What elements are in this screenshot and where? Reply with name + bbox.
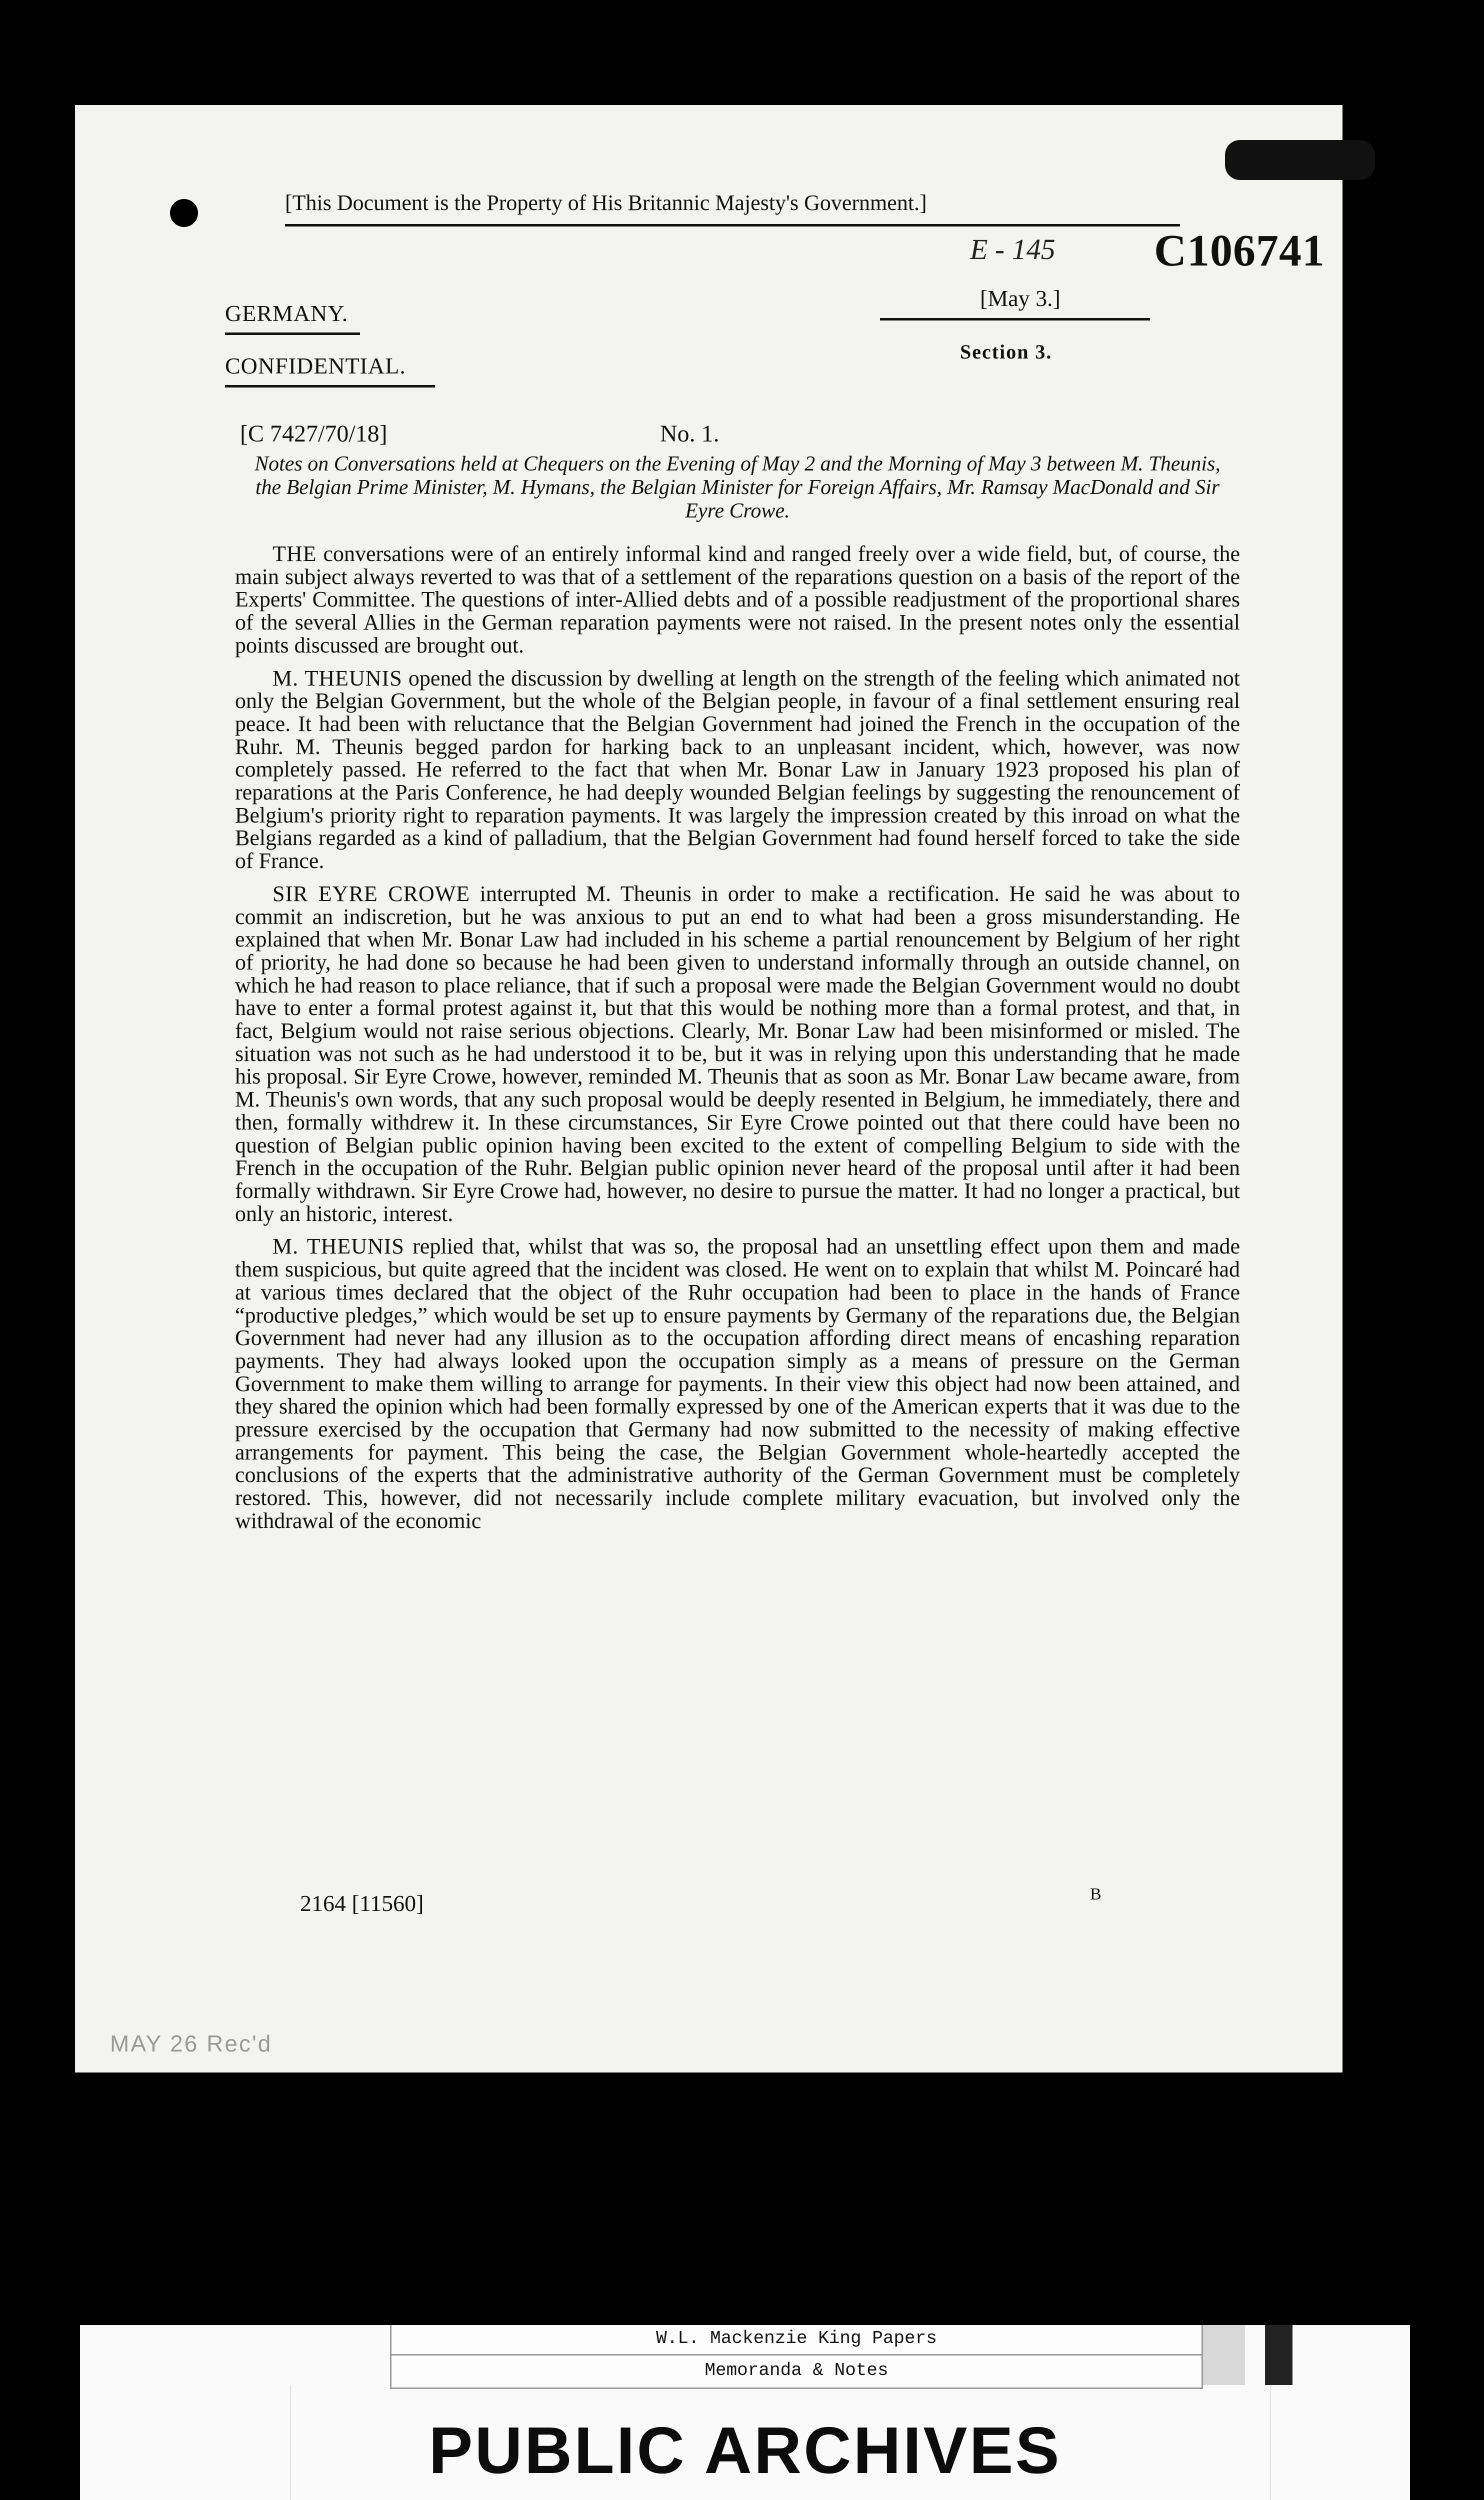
paragraph [235, 1235, 1240, 1532]
paragraph-lead: THE [272, 542, 317, 566]
paragraph-text: opened the discussion by dwelling at length on the strength of the feeling which animated not only the Belgian Government, but the whole of the Belgian people, in favour of a final settlement ensuring real peace. It had been with reluctance that the Belgian Government had joined the French in the occupation of the Ruhr. M. Theunis begged pardon for harking back to an unpleasant incident, which, however, was now completely passed. He referred to the fact that when Mr. Bonar Law in January 1923 proposed his plan of reparations at the Paris Conference, he had deeply wounded Belgian feelings by suggesting the renouncement of Belgium's priority right to reparation payments. It was largely the impression created by this inroad on what the Belgians regarded as a kind of palladium, that the Belgian Government had found herself forced to take the side of France. [235, 666, 1240, 874]
card-tab [1265, 2325, 1292, 2385]
property-notice: [This Document is the Property of His Britannic Majesty's Government.] [285, 190, 927, 215]
document-subtitle: Notes on Conversations held at Chequers on the Evening of May 2 and the Morning of May 3 between M. Theunis, the Belgian Prime Minister, M. Hymans, the Belgian Minister for Foreign Affairs, Mr. Ramsay MacDonald and Sir Eyre Crowe. [254, 452, 1220, 522]
redaction-mark [1225, 140, 1375, 180]
paragraph [235, 542, 1240, 657]
paragraph-text: replied that, whilst that was so, the proposal had an unsettling effect upon them and made them suspicious, but quite agreed that the incident was closed. He went on to explain that whilst M. Poincaré had at various times declared that the object of the Ruhr occupation had been to place in the hands of France “productive pledges,” which would be set up to ensure payments by Germany of the reparations due, the Belgian Government had never had any illusion as to the occupation affording direct means of encashing reparation payments. They had always looked upon the occupation simply as a means of pressure on the German Government to make them willing to arrange for payments. In their view this object had now been attained, and they shared the opinion which had been formally expressed by one of the American experts that it was due to the pressure exercised by the occupation that Germany had now submitted to the necessity of making effective arrangements for payment. This being the case, the Belgian Government whole-heartedly accepted the conclusions of the experts that the administrative authority of the German Government must be completely restored. This, however, did not necessarily include complete military evacuation, but involved only the withdrawal of the economic [235, 1234, 1240, 1533]
country-underline [225, 332, 360, 335]
file-reference: [C 7427/70/18] [240, 420, 388, 447]
collection-name: W.L. Mackenzie King Papers [656, 2328, 937, 2348]
card-tab-shadow [1200, 2325, 1245, 2385]
print-reference: 2164 [11560] [300, 1890, 424, 1916]
punch-hole [170, 199, 198, 227]
country-heading: GERMANY. [225, 300, 348, 326]
classification-underline [225, 385, 435, 388]
series-name: Memoranda & Notes [704, 2360, 888, 2380]
received-stamp: MAY 26 Rec'd [110, 2030, 272, 2056]
paragraph-lead: M. THEUNIS [272, 666, 402, 690]
label-divider [392, 2354, 1202, 2356]
paragraph [235, 882, 1240, 1226]
paragraph-lead: SIR EYRE CROWE [272, 881, 470, 906]
classification-heading: CONFIDENTIAL. [225, 353, 406, 378]
section-label: Section 3. [960, 340, 1052, 363]
collection-label [390, 2325, 1203, 2389]
reference-number: C106741 [1154, 226, 1325, 276]
document-page [75, 105, 1342, 2072]
archive-name-en: PUBLIC ARCHIVES [428, 2414, 1062, 2487]
paragraph [235, 667, 1240, 872]
handwritten-reference: E - 145 [970, 233, 1056, 266]
paragraph-text: interrupted M. Theunis in order to make a rectification. He said he was about to commit an indiscretion, but he was anxious to put an end to what had been a gross misunderstanding. He explained that when Mr. Bonar Law had included in his scheme a partial renouncement by Belgium of her right of priority, he had done so because he had been given to understand informally through an outside channel, on which he had reason to place reliance, that if such a proposal were made the Belgian Government would no doubt have to enter a formal protest against it, but that this would be nothing more than a formal protest, and that, in fact, Belgium would not raise serious objections. Clearly, Mr. Bonar Law had been misinformed or misled. The situation was not such as he had understood it to be, but it was in relying upon this understanding that he made his proposal. Sir Eyre Crowe, however, reminded M. Theunis that as soon as Mr. Bonar Law became aware, from M. Theunis's own words, that any such proposal would be deeply resented in Belgium, he immediately, there and then, formally withdrew it. In these circumstances, Sir Eyre Crowe pointed out that there could have been no question of Belgian public opinion having been excited to the extent of compelling Belgium to side with the French in the occupation of the Ruhr. Belgian public opinion never heard of the proposal until after it had been formally withdrawn. Sir Eyre Crowe had, however, no desire to pursue the matter. It had no longer a practical, but only an historic, interest. [235, 881, 1240, 1226]
paragraph-text: conversations were of an entirely informal kind and ranged freely over a wide field, but, of course, the main subject always reverted to was that of a settlement of the reparations question on a basis of the report of the Experts' Committee. The questions of inter-Allied debts and of a possible readjustment of the proportional shares of the several Allies in the German reparation payments were not raised. In the present notes only the essential points discussed are brought out. [235, 542, 1240, 658]
document-date: [May 3.] [980, 286, 1060, 311]
document-body [235, 542, 1240, 1542]
paragraph-lead: M. THEUNIS [272, 1234, 404, 1259]
document-number: No. 1. [660, 420, 720, 447]
signature-mark: B [1090, 1885, 1102, 1904]
property-underline [285, 224, 1180, 226]
archive-card [80, 2325, 1410, 2500]
date-underline [880, 318, 1150, 320]
